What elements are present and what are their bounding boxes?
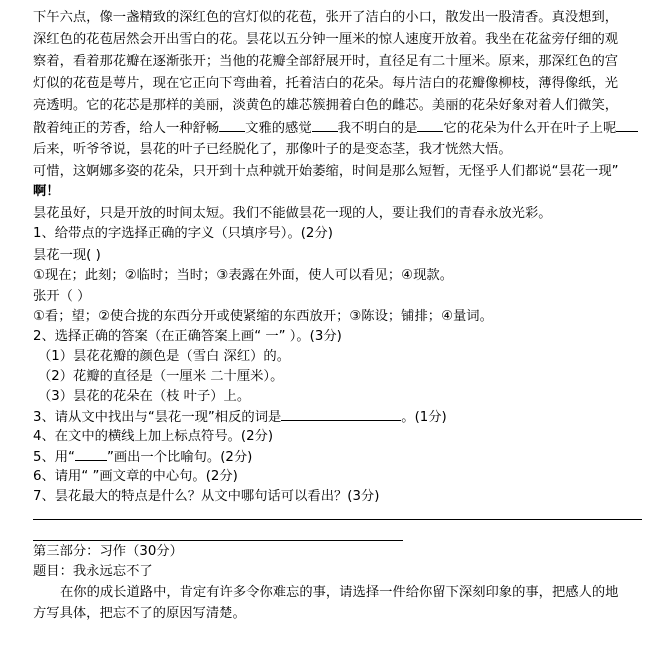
passage-line-3: 察着，看着那花瓣在逐渐张开；当他的花瓣全部舒展开时，直径足有二十厘米。原来，那深红色的宫 [33,54,619,69]
section-3-prompt-line-2: 方写具体，把忘不了的原因写清楚。 [33,606,246,621]
question-1-word-1: 昙花一现( ) [33,248,101,263]
passage-line-6 [33,118,638,139]
passage-line-6-part-d: 它的花朵为什么开在叶子上呢 [443,121,617,136]
question-1-options-1: ①现在；此刻；②临时；当时；③表露在外面，使人可以看见；④现款。 [33,268,453,283]
passage-line-9: 啊！ [33,184,60,199]
passage-line-5: 亮透明。它的花芯是那样的美丽，淡黄色的雄芯簇拥着白色的雌芯。美丽的花朵好象对着人们微笑， [33,98,619,113]
punctuation-blank-2[interactable] [312,118,338,132]
question-3-score: 。(1分) [401,410,447,425]
question-2-item-3: （3）昙花的花朵在（枝 叶子）上。 [38,389,251,404]
passage-line-2: 深红色的花苞居然会开出雪白的花。昙花以五分钟一厘米的惊人速度开放着。我坐在花盆旁仔细的观 [33,32,619,47]
passage-line-6-part-b: 文雅的感觉 [245,121,312,136]
question-5-text-a: 5、用“ [33,450,75,465]
passage-line-1: 下午六点，像一盏精致的深红色的宫灯似的花苞，张开了洁白的小口，散发出一股清香。真没想到， [33,10,619,25]
passage-line-7: 后来，听爷爷说，昙花的叶子已经脱化了，那像叶子的是变态茎，我才恍然大悟。 [33,142,512,157]
question-3-text: 3、请从文中找出与“昙花一现”相反的词是 [33,410,282,425]
question-5 [33,447,252,468]
question-7: 7、昙花最大的特点是什么？从文中哪句话可以看出？(3分) [33,489,380,504]
question-6: 6、请用“ ”画文章的中心句。(2分) [33,469,238,484]
question-2: 2、选择正确的答案（在正确答案上画“ 一” ）。(3分) [33,329,342,344]
section-3-title: 第三部分：习作（30分） [33,544,183,559]
question-5-underline-sample [75,447,107,461]
question-5-text-b: ”画出一个比喻句。(2分) [106,450,253,465]
question-3-answer-blank[interactable] [281,407,401,421]
question-1: 1、给带点的字选择正确的字义（只填序号）。(2分) [33,226,333,241]
answer-line-2[interactable] [33,540,403,541]
passage-line-10: 昙花虽好，只是开放的时间太短。我们不能做昙花一现的人，要让我们的青春永放光彩。 [33,206,552,221]
passage-line-4: 灯似的花苞是萼片，现在它正向下弯曲着，托着洁白的花朵。每片洁白的花瓣像柳枝，薄得像纸，光 [33,76,619,91]
passage-line-6-part-a: 散着纯正的芳香，给人一种舒畅 [33,121,220,136]
section-3-topic: 题目：我永远忘不了 [33,564,153,579]
punctuation-blank-3[interactable] [417,118,443,132]
question-1-options-2: ①看；望；②使合拢的东西分开或使紧缩的东西放开；③陈设；铺排；④量词。 [33,309,493,324]
question-3 [33,407,447,428]
question-2-item-1: （1）昙花花瓣的颜色是（雪白 深红）的。 [38,349,291,364]
question-2-item-2: （2）花瓣的直径是（一厘米 二十厘米）。 [38,369,284,384]
punctuation-blank-4[interactable] [616,118,638,132]
passage-line-8: 可惜，这婀娜多姿的花朵，只开到十点种就开始萎缩，时间是那么短暂，无怪乎人们都说“昙花一现” [33,164,619,179]
answer-line-1[interactable] [33,519,642,520]
question-4: 4、在文中的横线上加上标点符号。(2分) [33,429,274,444]
question-1-word-2: 张开（ ） [33,289,91,304]
section-3-prompt-line-1: 在你的成长道路中，肯定有许多令你难忘的事，请选择一件给你留下深刻印象的事，把感人的地 [60,585,619,600]
punctuation-blank-1[interactable] [219,118,245,132]
passage-line-6-part-c: 我不明白的是 [337,121,418,136]
